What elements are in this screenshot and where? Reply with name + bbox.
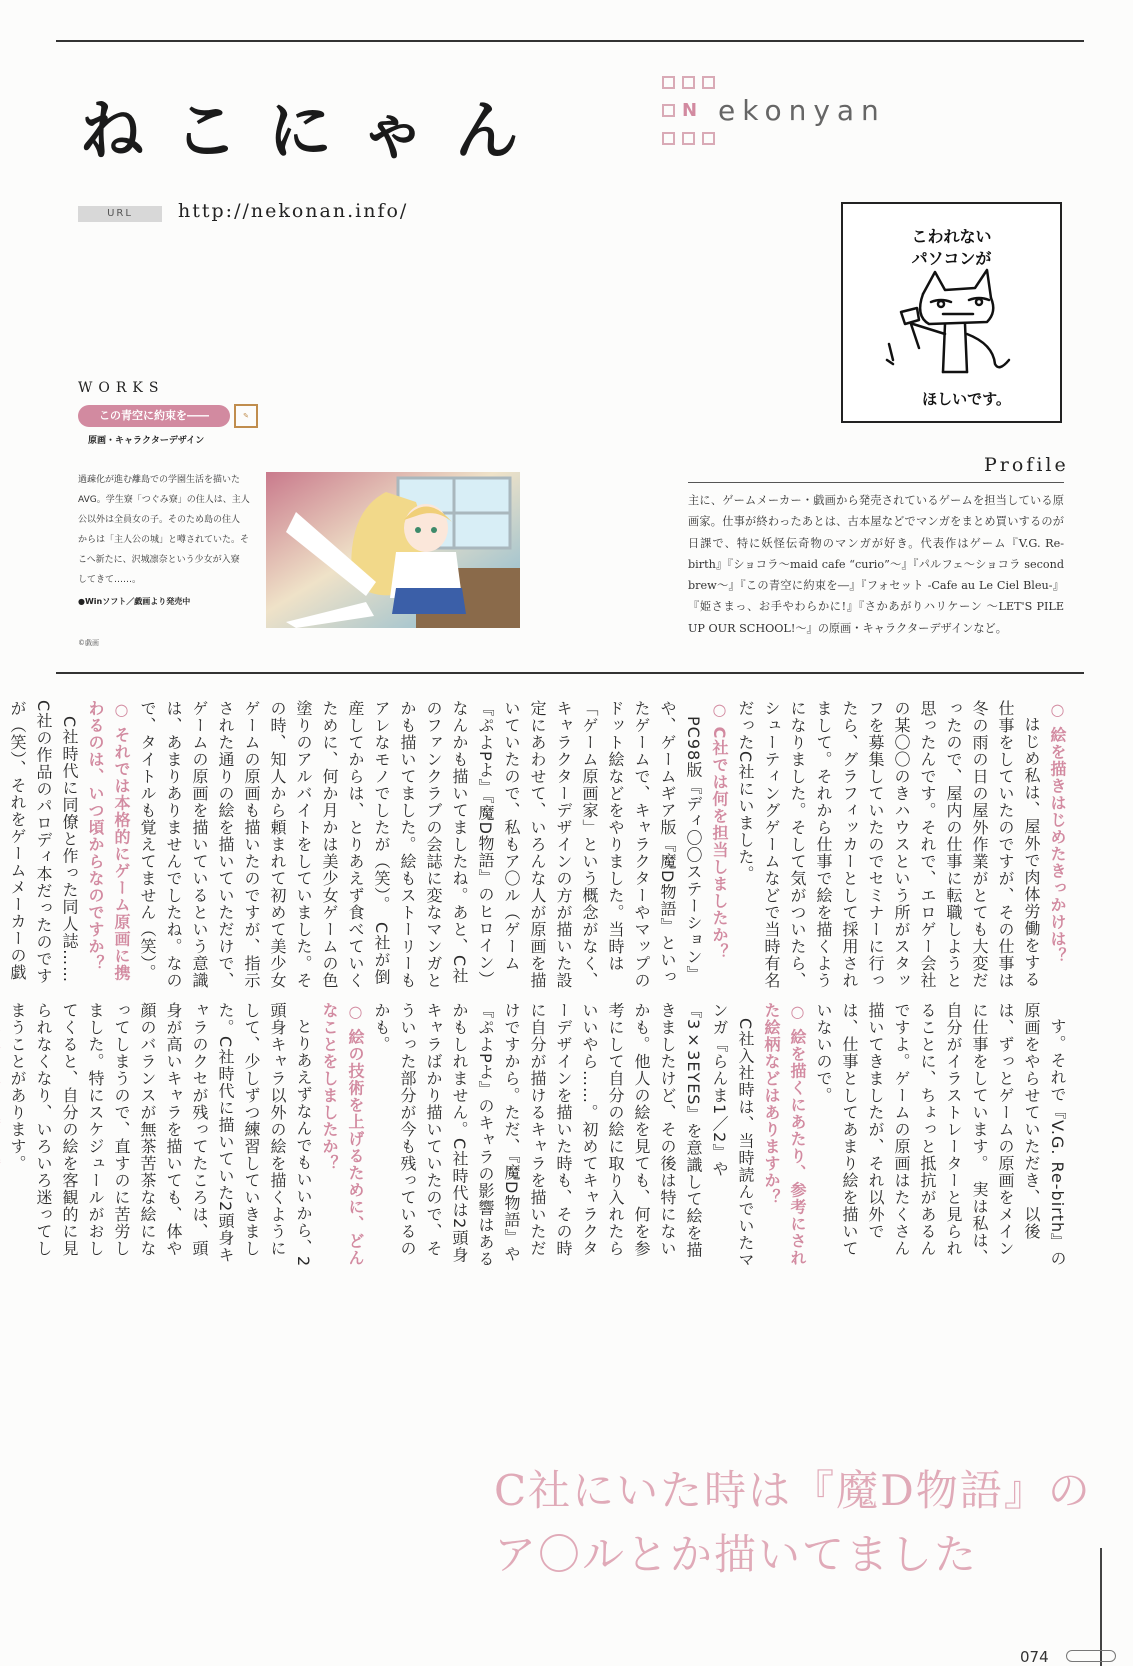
- answer-text: C社入社時は、当時読んでいたマンガ『らんま1／2』や『3×3EYES』を意識して絵を描きましたけど、その後は特にないかも。他人の絵を見ても、何を参考にして自分の絵に取り入れたらいいやら……。初めてキャラクターデザインを描いた時も、その時に自分が描けるキャラを描いただけですから。ただ、『魔D物語』や『ぷよPよ』のキャラの影響はあるかもしれません。C社時代は2頭身キャラばかり描いていたので、そういった部分が今も残っているのかも。: [372, 1002, 755, 1269]
- answer-text: す。それで『V.G. Re-birth』の原画をやらせていただき、以後は、ずっとゲームの原画をメインに仕事をしています。 実は私は、自分がイラストレーターと見られることに、ちょっと抵抗があるんですよ。ゲームの原画はたくさん描いてきましたが、それ以外では、仕事としてあまり絵を描いていないので。: [814, 1002, 1067, 1268]
- pull-quote-line: ア〇ルとか描いてました: [494, 1530, 979, 1579]
- profile-heading: Profile: [984, 454, 1069, 476]
- game-artwork-image: [266, 472, 520, 628]
- page-edge-line: [1100, 1548, 1102, 1666]
- question-heading: ○ 絵を描くにあたり、参考にされた絵柄などはありますか？: [758, 1002, 810, 1270]
- romaji-name: ekonyan: [718, 94, 886, 127]
- question-heading: ○ 絵を描きはじめたきっかけは？: [1044, 700, 1070, 990]
- profile-divider: [688, 482, 1064, 483]
- question-heading: ○ 絵の技術を上げるために、どんなことをしましたか？: [316, 1002, 368, 1270]
- interview-lower: [8, 1002, 1070, 1270]
- answer-text: C社時代に同僚と作った同人誌……C社の作品のパロディ本だったのですが（笑）、それをゲームメーカーの戯: [8, 700, 79, 985]
- sketch-caption-top: こわれない パソコンが: [911, 227, 992, 268]
- brand-icon: ✎: [234, 404, 258, 428]
- url-label: URL: [78, 206, 162, 222]
- answer-text: PC98版『ディ〇〇ステーション』や、ゲームギア版『魔D物語』といったゲームで、キャラクターやマップのドット絵などをやりました。当時は「ゲーム原画家」という概念がなく、キャラクターデザインの方が描いた設定にあわせて、いろんな人が原画を描いていたので、私もア〇ル（ゲーム『ぷよPよ』『魔D物語』のヒロイン）なんかも描いてましたね。あと、C社のファンクラブの会誌に変なマンガとかも描いてました。絵もストーリーもアレなモノでしたが（笑）。 C社が倒産してからは、とりあえず食べていくために、何か月かは美少女ゲームの色塗りのアルバイトをしていました。その時、知人から頼まれて初めて美少女ゲームの原画も描いたのですが、指示された通りの絵を描いていただけで、ゲームの原画を描いているという意識は、あまりありませんでしたね。なので、タイトルも覚えてません（笑）。: [138, 700, 703, 989]
- page-tab-marker: [1066, 1650, 1116, 1662]
- question-heading: ○ それでは本格的にゲーム原画に携わるのは、いつ頃からなのですか？: [82, 700, 134, 990]
- sketch-caption-bottom: ほしいです。: [922, 390, 1011, 408]
- page-number: 074: [1020, 1648, 1049, 1666]
- copyright: ©戯画: [78, 639, 99, 647]
- work-role: 原画・キャラクターデザイン: [88, 436, 205, 446]
- profile-sketch: [841, 202, 1062, 423]
- profile-text: 主に、ゲームメーカー・戯画から発売されているゲームを担当している原画家。仕事が終わったあとは、古本屋などでマンガをまとめ買いするのが日課で、特に妖怪伝奇物のマンガが好き。代表作はゲーム『V.G. Re-birth』『ショコラ～maid cafe “curio”～』『パルフェ～ショコラ second brew～』『この青空に約束を―』『フォセット -Cafe au Le Ciel Bleu-』『姫さまっ、お手やわらかに!』『さかあがりハリケーン ～LET'S PILE UP OUR SCHOOL!～』の原画・キャラクターデザインなど。: [688, 494, 1064, 635]
- section-rule: [56, 672, 1084, 674]
- question-heading: ○ C社では何を担当しましたか？: [706, 700, 732, 990]
- answer-text: はじめ私は、屋外で肉体労働をする仕事をしていたのですが、その仕事は冬の雨の日の屋外作業がとても大変だったので、屋内の仕事に転職しようと思ったんです。それで、エロゲー会社の某〇〇のきハウスという所がスタッフを募集していたのでセミナーに行ったら、グラフィッカーとして採用されまして。それから仕事で絵を描くようになりました。そして気がついたら、シューティングゲームなどで当時有名だったC社にいました。: [736, 700, 1041, 989]
- romaji-initial: N: [682, 100, 698, 121]
- interview-body: [8, 690, 1070, 1350]
- work-description: 過疎化が進む離島での学園生活を描いた AVG。学生寮「つぐみ寮」の住人は、主人 公以外は全員女の子。そのため島の住人 からは「主人公の城」と噂されていた。そ こへ新たに、沢城凛奈という少女が入寮 してきて……。: [78, 475, 250, 585]
- cat-drawing-icon: [883, 264, 1023, 384]
- page-title: ねこにゃん: [80, 95, 549, 169]
- top-rule: [56, 40, 1084, 42]
- url-link[interactable]: http://nekonan.info/: [178, 200, 409, 222]
- answer-text: とりあえずなんでもいいから、2頭身キャラ以外の絵を描くようにして、少しずつ練習していきました。C社時代に描いていた2頭身キャラのクセが残ってたころは、頭身が高いキャラを描いても、体や顔のバランスが無茶苦茶な絵になってしまうので、直すのに苦労しました。特にスケジュールがおしてくると、自分の絵を客観的に見られなくなり、いろいろ迷ってしまうことがあります。: [8, 1002, 313, 1268]
- work-title-badge: この青空に約束を――: [78, 405, 230, 427]
- works-heading: WORKS: [78, 380, 165, 396]
- pull-quote-line: C社にいた時は『魔D物語』の: [494, 1466, 1092, 1515]
- question-heading: [0, 1002, 4, 1270]
- work-release-note: ●Winソフト／戯画より発売中: [78, 597, 191, 606]
- interview-upper: [8, 700, 1070, 990]
